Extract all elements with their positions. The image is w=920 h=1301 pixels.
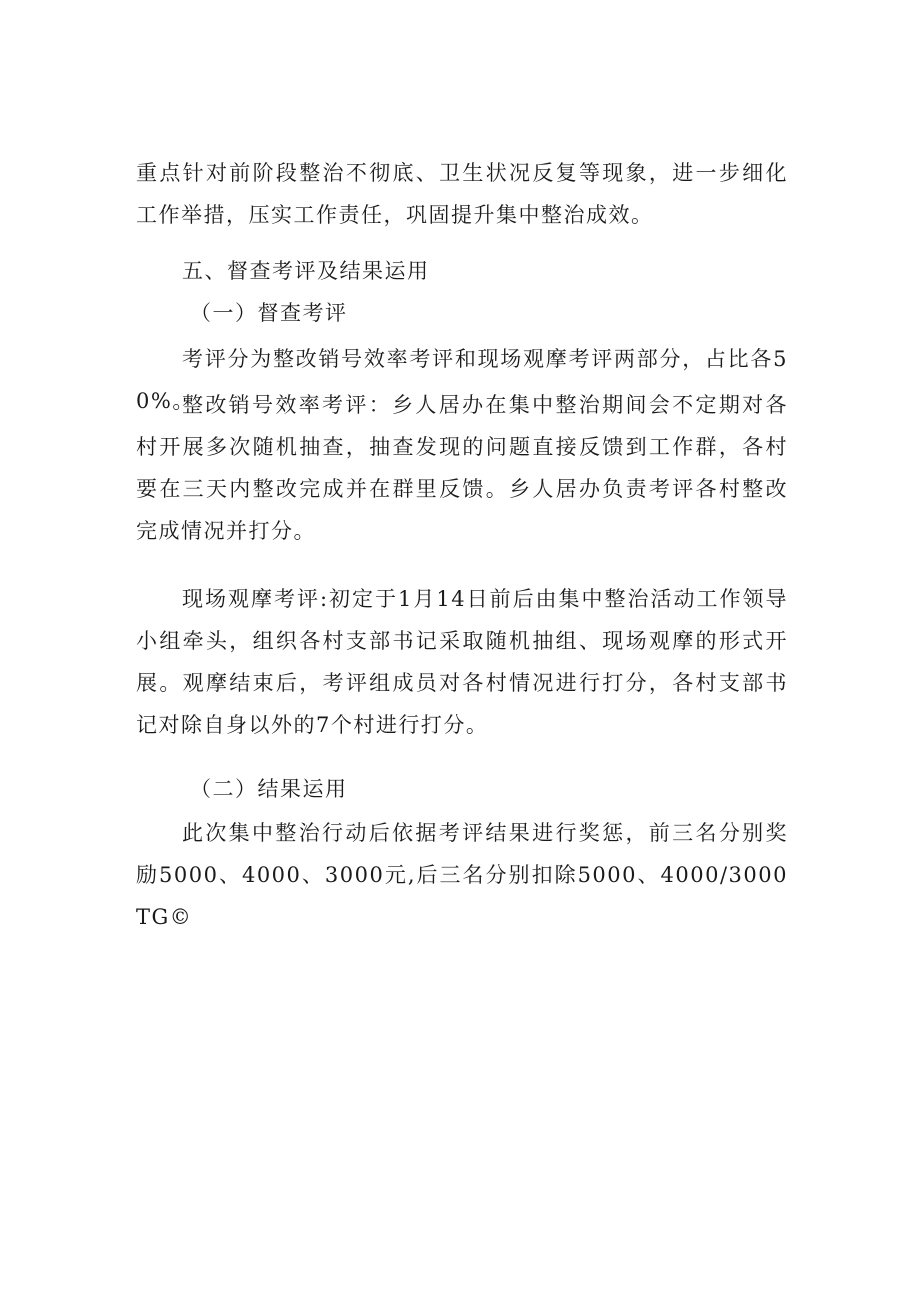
paragraph-onsite-evaluation: 现场观摩考评:初定于1月14日前后由集中整治活动工作领导小组牵头，组织各村支部书记采取随机抽组、现场观摩的形式开展。观摩结束后，考评组成员对各村情况进行打分，各村支部书记对除自身以外的7个村进行打分。 — [136, 587, 788, 737]
paragraph-evaluation-split: 考评分为整改销号效率考评和现场观摩考评两部分，占比各50%。 — [136, 347, 788, 413]
section-heading-supervision: 五、督查考评及结果运用 — [182, 259, 430, 283]
subheading-supervision-evaluation: （一）督查考评 — [190, 301, 348, 325]
paragraph-rewards-penalties: 此次集中整治行动后依据考评结果进行奖惩，前三名分别奖励5000、4000、3000元,后三名分别扣除5000、4000/3000TG© — [136, 821, 788, 929]
subheading-result-application: （二）结果运用 — [190, 777, 348, 801]
paragraph-efficiency-evaluation: 整改销号效率考评：乡人居办在集中整治期间会不定期对各村开展多次随机抽查，抽查发现的问题直接反馈到工作群，各村要在三天内整改完成并在群里反馈。乡人居办负责考评各村整改完成情况并打分。 — [136, 393, 788, 543]
paragraph-rectification-focus: 重点针对前阶段整治不彻底、卫生状况反复等现象，进一步细化工作举措，压实工作责任，巩固提升集中整治成效。 — [136, 161, 788, 227]
